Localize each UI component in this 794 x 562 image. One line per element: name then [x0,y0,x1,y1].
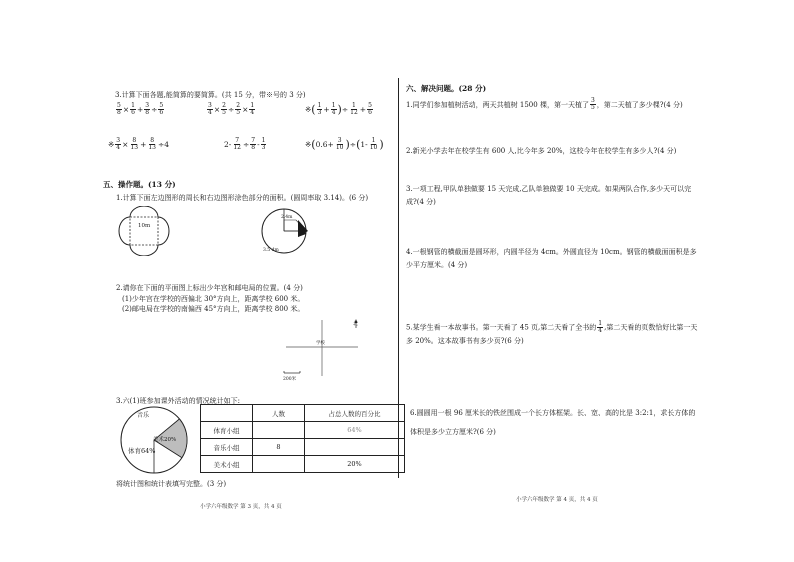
table-header: 人数 [253,405,305,422]
fraction: $\frac{5}{6}$ [368,102,372,116]
table-header [201,405,253,422]
fraction: $\frac{1}{3}$ [317,102,322,116]
fraction: $\frac{3}{4}$ [208,102,212,116]
fraction: $\frac{3}{8}$ [145,102,150,116]
fraction: $\frac{7}{12}$ [233,137,241,151]
fraction: $\frac{3}{4}$ [116,137,121,151]
section-5-title: 五、操作题。(13 分) [103,180,176,189]
calc-expr-1: $\frac{5}{8}$ × $\frac{1}{6}$ + $\frac{3}{8}$ ÷ $\frac{5}{6}$ [117,102,164,116]
table-header: 占总人数的百分比 [305,405,405,422]
footer-page-4: 小学六年级数学 第 4 页，共 4 页 [516,497,598,503]
north-label: 北 [353,321,359,327]
fraction: $\frac{1}{4}$ [250,102,255,116]
pie-label-art: 美术20% [153,437,177,443]
page-divider [398,78,399,478]
question-6-5: 5.某学生看一本故事书。第一天看了 45 页,第二天看了全书的 $\frac{1}{4}$ ,第二天看的页数恰好比第一天多 20%。这本故事书有多少页?(6 分) [406,320,698,345]
fraction: $\frac{8}{13}$ [130,137,139,151]
question-6-3: 3.一项工程,甲队单独做要 15 天完成,乙队单独做要 10 天完成。如果两队合作,多少天可以完成?(4 分) [406,185,692,206]
question-6-2: 2.新光小学去年在校学生有 600 人,比今年多 20%，这校今年在校学生有多少人?(4 分) [406,147,677,155]
fraction: $\frac{1}{3}$ [261,137,266,151]
fraction: $\frac{1}{10}$ [369,137,378,151]
question-6-1: 1.同学们参加植树活动，两天共植树 1500 棵，第一天植了 $\frac{3}{5}$ ，第二天植了多少棵?(4 分) [406,97,683,111]
pie-label-sports: 体育64% [128,447,156,455]
calc-expr-2: $\frac{3}{4}$ × $\frac{2}{5}$ ÷ $\frac{2}{5}$ × $\frac{1}{4}$ [208,102,255,116]
scale-label: 200米 [283,377,297,382]
fraction: $\frac{5}{8}$ [117,102,121,116]
school-label: 学校 [316,341,325,346]
fraction: $\frac{2}{5}$ [222,102,226,116]
table-row: 体育小组 64% [201,422,405,439]
section-6-title: 六、解决问题。(28 分) [406,84,487,93]
question-5-1: 1.计算下面左边图形的周长和右边图形涂色部分的面积。(圆周率取 3.14)。(6 分) [116,194,369,202]
question-6-4: 4.一根钢管的横截面是圆环形，内圆半径为 4cm。外圆直径为 10cm。钢管的横截面面积是多少平方厘米。(4 分) [406,248,697,269]
calc-expr-6: ※ ( 0.6 + $\frac{3}{10}$ ) ÷ ( 1 - $\frac{1}{10}$ ) [305,137,384,151]
question-5-2-b: (2)邮电局在学校的南偏西 45°方向上，距离学校 800 米。 [122,305,305,313]
fraction: $\frac{3}{10}$ [335,137,344,151]
calc-expr-5: 2 - $\frac{7}{12}$ ÷ $\frac{7}{8}$ - $\frac{1}{3}$ [224,137,266,151]
fraction: $\frac{5}{6}$ [159,102,164,116]
calc-expr-4: ※ $\frac{3}{4}$ × $\frac{8}{13}$ + $\frac{8}{13}$ ÷ 4 [108,137,170,151]
question-6-6: 6.圆圆用一根 96 厘米长的铁丝围成一个长方体框架。长、宽、高的比是 3:2:1，求长方体的体积是多少立方厘米?(6 分) [410,409,696,436]
fraction: $\frac{3}{5}$ [590,97,595,111]
question-5-2-a: (1)少年宫在学校的西偏北 30°方向上，距离学校 600 米。 [122,295,305,303]
table-row: 音乐小组 8 [201,439,405,456]
figure-1-label: 10m [138,223,151,229]
question-5-2: 2.请你在下面的平面图上标出少年宫和邮电局的位置。(4 分) [116,284,303,292]
figure-2-top-label: 2.4m [281,215,293,220]
figure-2-bottom-label: 3.5 dm [263,248,279,253]
fraction: $\frac{1}{12}$ [350,102,358,116]
table-row: 美术小组 20% [201,456,405,473]
fraction: $\frac{1}{4}$ [331,102,336,116]
figure-rounded-cross [116,206,172,256]
fraction: $\frac{7}{8}$ [251,137,256,151]
stats-table-wrapper [200,404,405,473]
map-diagram [280,318,370,380]
calc-heading: 3.计算下面各题,能简算的要简算。(共 15 分，带※号的 3 分) [115,91,306,99]
calc-expr-3: ※ ( $\frac{1}{3}$ + $\frac{1}{4}$ ) ÷ $\frac{1}{12}$ + $\frac{5}{6}$ [305,102,372,116]
fraction: $\frac{8}{13}$ [148,137,156,151]
stats-table [200,404,405,473]
fraction: $\frac{1}{4}$ [598,320,603,334]
question-5-3-end: 将统计图和统计表填写完整。(3 分) [116,480,227,488]
fraction: $\frac{2}{5}$ [236,102,241,116]
pie-label-music: 音乐 [137,412,150,419]
footer-page-3: 小学六年级数学 第 3 页，共 4 页 [200,504,282,510]
question-5-3: 3.六(1)班参加课外活动的情况统计如下: [116,397,240,405]
fraction: $\frac{1}{6}$ [131,102,135,116]
